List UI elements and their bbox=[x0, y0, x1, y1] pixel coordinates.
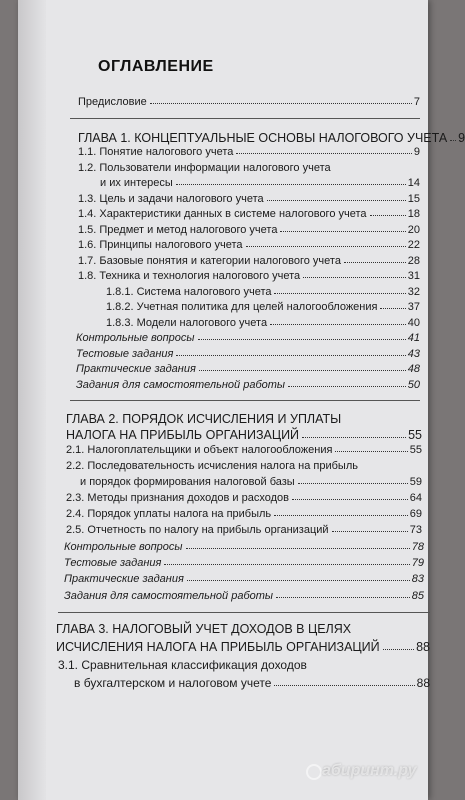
toc-entry-1-3: 1.3. Цель и задачи налогового учета 15 bbox=[78, 193, 420, 205]
toc-entry-1-8: 1.8. Техника и технология налогового учета 31 bbox=[78, 270, 420, 282]
toc-entry-ch1-tests: Тестовые задания 43 bbox=[76, 348, 420, 360]
toc-entry-ch2-review-questions: Контрольные вопросы 78 bbox=[64, 541, 424, 553]
toc-entry-1-7: 1.7. Базовые понятия и категории налогового учета 28 bbox=[78, 255, 420, 267]
toc-entry-1-8-2: 1.8.2. Учетная политика для целей налогообложения 37 bbox=[106, 301, 420, 313]
watermark: абиринт.ру bbox=[322, 762, 417, 779]
toc-heading: ОГЛАВЛЕНИЕ bbox=[98, 58, 214, 75]
toc-entry-2-5: 2.5. Отчетность по налогу на прибыль организаций 73 bbox=[66, 524, 422, 536]
toc-entry-3-1-line2: в бухгалтерском и налоговом учете 88 bbox=[74, 676, 430, 690]
toc-entry-ch2-practical: Практические задания 83 bbox=[64, 573, 424, 585]
toc-entry-1-2-line1: 1.2. Пользователи информации налогового учета bbox=[78, 162, 331, 174]
toc-entry-1-8-3: 1.8.3. Модели налогового учета 40 bbox=[106, 317, 420, 329]
toc-entry-1-6: 1.6. Принципы налогового учета 22 bbox=[78, 239, 420, 251]
toc-entry-2-4: 2.4. Порядок уплаты налога на прибыль 69 bbox=[66, 508, 422, 520]
divider bbox=[58, 612, 430, 613]
divider bbox=[70, 400, 420, 401]
toc-entry-2-1: 2.1. Налогоплательщики и объект налогообложения 55 bbox=[66, 444, 422, 456]
toc-entry-preface: Предисловие 7 bbox=[78, 96, 420, 108]
toc-entry-chapter-3-line1: ГЛАВА 3. НАЛОГОВЫЙ УЧЕТ ДОХОДОВ В ЦЕЛЯХ bbox=[56, 622, 352, 636]
toc-entry-chapter-2-line2: НАЛОГА НА ПРИБЫЛЬ ОРГАНИЗАЦИЙ 55 bbox=[66, 428, 422, 442]
toc-entry-ch1-self-study: Задания для самостоятельной работы 50 bbox=[76, 379, 420, 391]
toc-entry-1-4: 1.4. Характеристики данных в системе налогового учета 18 bbox=[78, 208, 420, 220]
divider bbox=[70, 118, 420, 119]
toc-entry-ch1-practical: Практические задания 48 bbox=[76, 363, 420, 375]
toc-entry-3-1-line1: 3.1. Сравнительная классификация доходов bbox=[58, 658, 307, 672]
toc-entry-1-5: 1.5. Предмет и метод налогового учета 20 bbox=[78, 224, 420, 236]
toc-entry-2-2-line2: и порядок формирования налоговой базы 59 bbox=[80, 476, 422, 488]
toc-entry-2-3: 2.3. Методы признания доходов и расходов 64 bbox=[66, 492, 422, 504]
toc-entry-chapter-2-line1: ГЛАВА 2. ПОРЯДОК ИСЧИСЛЕНИЯ И УПЛАТЫ bbox=[66, 412, 342, 426]
watermark-logo-icon bbox=[306, 764, 322, 780]
toc-entry-chapter-1: ГЛАВА 1. КОНЦЕПТУАЛЬНЫЕ ОСНОВЫ НАЛОГОВОГО УЧЕТА 9 bbox=[78, 131, 465, 145]
toc-entry-1-2-line2: и их интересы 14 bbox=[100, 177, 420, 189]
toc-entry-ch2-self-study: Задания для самостоятельной работы 85 bbox=[64, 590, 424, 602]
toc-entry-1-8-1: 1.8.1. Система налогового учета 32 bbox=[106, 286, 420, 298]
toc-entry-ch1-review-questions: Контрольные вопросы 41 bbox=[76, 332, 420, 344]
toc-entry-ch2-tests: Тестовые задания 79 bbox=[64, 557, 424, 569]
toc-entry-chapter-3-line2: ИСЧИСЛЕНИЯ НАЛОГА НА ПРИБЫЛЬ ОРГАНИЗАЦИЙ 88 bbox=[56, 640, 430, 654]
toc-entry-1-1: 1.1. Понятие налогового учета 9 bbox=[78, 146, 420, 158]
toc-entry-2-2-line1: 2.2. Последовательность исчисления налога на прибыль bbox=[66, 460, 358, 472]
